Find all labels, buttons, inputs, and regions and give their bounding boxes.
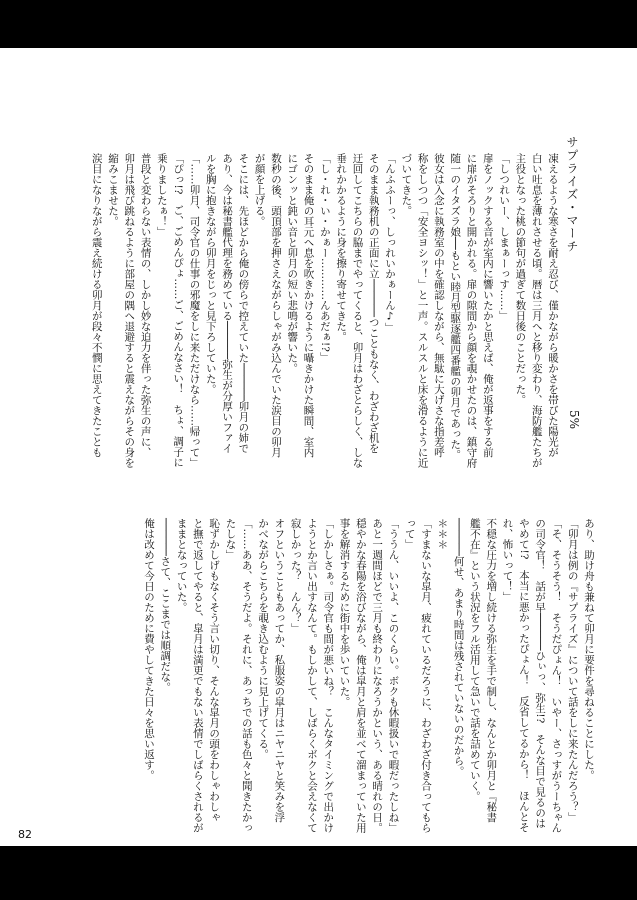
chapter-title: サプライズ・マーチ — [565, 136, 579, 253]
text-line: 「しかしさぁ。司令官も間が悪いね？ こんなタイミングで出かけ — [322, 518, 335, 833]
text-line: 垂れかかるように身を擦り寄せてきた。 — [335, 153, 348, 342]
section-number: 5% — [567, 410, 581, 430]
text-line: そのまま執務机の正面に立──────つこともなく、わざわざ机を — [367, 153, 380, 454]
text-line: 「し・れ・い・かぁー…………んあだぁ!?」 — [318, 153, 331, 363]
text-line: ──────何せ、あまり時間は残されていないのだから。 — [452, 518, 465, 777]
text-line: オフということもあってか、私服姿の皐月はニヤニヤと笑みを浮 — [273, 518, 286, 823]
text-line: れ、怖いって！」 — [501, 518, 514, 602]
text-line: ──────さて、ここまでは順調だな。 — [159, 518, 172, 693]
text-line: あり、今は秘書艦代理を務めている──────弥生が分厚いファイ — [221, 153, 234, 454]
text-line: 「……ああ、そうだよ。それに、あっちでの話も色々と聞きたかっ — [240, 518, 253, 833]
text-line: 彼女は入念に執務室の中を確認しながら、無駄に大げさな指差呼 — [432, 153, 445, 458]
text-line: そこには、先ほどから俺の傍らで控えていた──────卯月の姉で — [237, 153, 250, 454]
upper-text-column — [88, 153, 561, 493]
text-line: 縮みこませた。 — [106, 153, 119, 227]
text-line: 「んふふーっ、しっれいかぁーん♪」 — [384, 153, 397, 333]
text-line: かべながらこちらを覗き込むように見上げてくる。 — [257, 518, 270, 760]
text-line: 主役となった桃の節句が過ぎて数日後のことだった。 — [514, 153, 527, 405]
text-line: 事を解消するために街中を歩いていた。 — [338, 518, 351, 707]
text-line: 凍えるような寒さを耐え忍び、僅かながら暖かさを帯びた陽光が — [547, 153, 559, 458]
text-line: 扉をノックする音が室内に響いたかと思えば、俺が返事をする前 — [481, 153, 494, 458]
text-line: 穏やかな春陽を浴びながら、俺は皐月と肩を並べて溜まっていた用 — [354, 518, 367, 833]
text-line: 「しつれいー、しまぁーっす……」 — [498, 153, 511, 321]
text-line: 「そ、そうそう！ そうだぴょん！ いやー、さっすがうーちゃん — [550, 518, 563, 833]
text-line: 「卯月は例の『サプライズ』について話をしに来たんだろう？」 — [566, 518, 579, 823]
text-line: 寂しかった？ んん？」 — [289, 518, 302, 634]
text-line: にゴンッと鈍い音と卯月の短い悲鳴が響いた。 — [286, 153, 299, 374]
text-line: 不穏な圧力を増し続ける弥生を手で制し、なんとか卯月と『秘書 — [485, 518, 498, 823]
text-line: 艦不在』という状況をフル活用して急いで話を詰めていく。 — [468, 518, 481, 802]
text-line: と撫で返してやると、皐月は満更でもない表情でしばらくされるが — [191, 518, 204, 833]
text-line: 白い吐息を薄れさせる頃。暦は三月へと移り変わり、海防艦たちが — [530, 153, 543, 468]
text-line: 迂回してこちらの脇までやってくると、卯月はわざとらしく、しな — [351, 153, 364, 468]
text-line: 「ううん、いいよ、このくらい。ボクも休暇扱いで暇だったしね」 — [387, 518, 400, 833]
text-line: 称をしつつ「安全ヨシッ！」と一声。スルスルと床を滑るように近 — [416, 153, 429, 468]
text-line: が顔を上げる。 — [253, 153, 266, 227]
text-line: 普段と変わらない表情の、しかし妙な迫力を伴った弥生の声に、 — [139, 153, 152, 458]
text-line: ＊＊＊ — [436, 518, 449, 550]
text-line: そのまま俺の耳元へ息を吹きかけるように囁きかけた瞬間、室内 — [302, 153, 315, 458]
text-line: ようとか言い出すなんて。もしかして、しばらくボクと会えなくて — [305, 518, 318, 833]
text-line: 恥ずかしげもなくそう言い切り、そんな皐月の頭をわしゃわしゃ — [208, 518, 221, 823]
text-line: 「……卯月、司令官の仕事の邪魔をしに来ただけなら……帰って」 — [188, 153, 201, 468]
text-line: やめて!? 本当に悪かったぴょん！ 反省してるから！ ほんとそ — [517, 518, 530, 833]
text-line: の司令官！ 話が早──────ひぃっ、弥生!? そんな目で見るのは — [534, 518, 547, 829]
text-line: 「ぴっ!? ご、ごめんぴょ……ご、ごめんなさい！ ちょ、調子に — [172, 153, 185, 468]
text-line: 「すまないな皐月、疲れているだろうに、わざわざ付き合ってもら — [420, 518, 433, 833]
text-line: 涙目になりながら震え続ける卯月が段々不憫に思えてきたことも — [90, 153, 103, 458]
bottom-scan-border — [0, 846, 637, 900]
text-line: 乗りましたぁ！」 — [155, 153, 168, 237]
text-line: って」 — [403, 518, 416, 550]
text-line: づいてきた。 — [400, 153, 413, 216]
text-line: に扉がそろりと開かれる。扉の隙間から顔を覗かせたのは、鎮守府 — [465, 153, 478, 468]
lower-text-column — [141, 518, 597, 846]
text-line: たしな」 — [224, 518, 237, 560]
text-line: ままとなっていた。 — [175, 518, 188, 613]
text-line: 数秒の後、頭頂部を押さえながらしゃがみ込んでいた涙目の卯月 — [269, 153, 282, 458]
book-page — [0, 48, 637, 846]
text-line: ルを胸に抱きながら卯月をじっと見下ろしていた。 — [204, 153, 217, 395]
text-line: あり、助け舟も兼ねて卯月に要件を尋ねることにした。 — [583, 518, 595, 781]
text-line: 卯月は飛び跳ねるように部屋の隅へ退避すると震えながらその身を — [123, 153, 136, 468]
page-number: 82 — [18, 828, 32, 841]
text-line: あと一週間ほどで三月も終わりになろうかという、ある晴れの日。 — [371, 518, 384, 833]
text-line: 随一のイタズラ娘──もとい睦月型駆逐艦四番艦の卯月であった。 — [449, 153, 462, 460]
text-line: 俺は改めて今日のために費やしてきた日々を思い返す。 — [142, 518, 155, 781]
